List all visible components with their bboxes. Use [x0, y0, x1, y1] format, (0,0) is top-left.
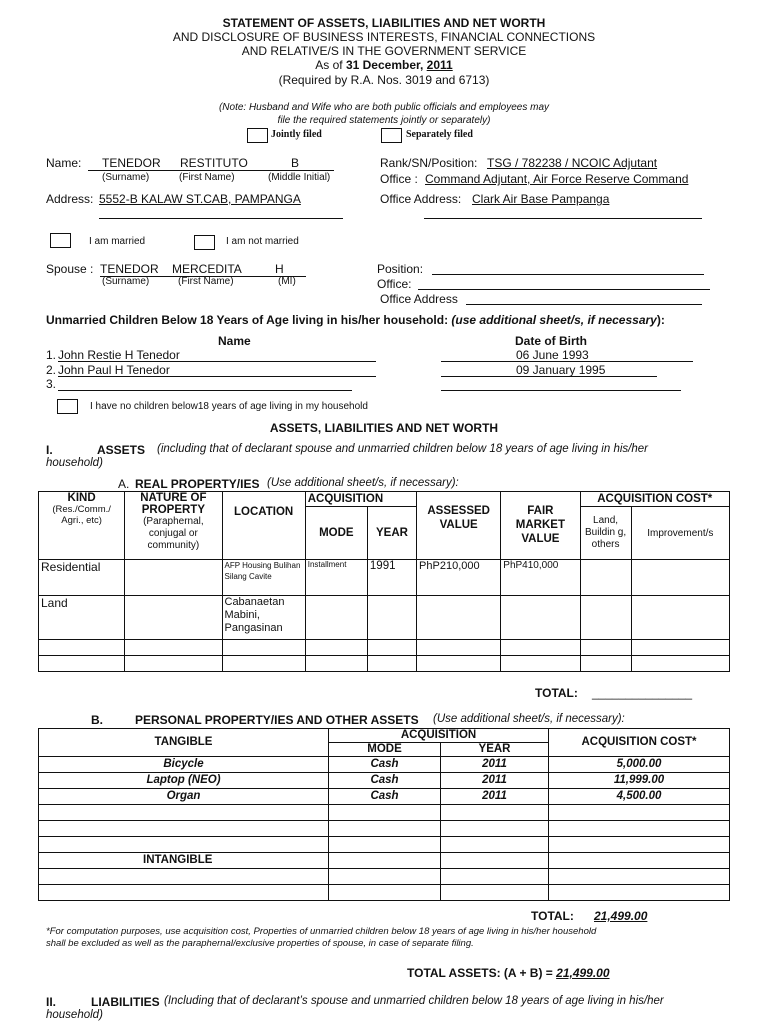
liabilities-roman: II. — [46, 995, 57, 1009]
children-heading-text: Unmarried Children Below 18 Years of Age living in his/her household: — [46, 313, 452, 327]
cell-empty[interactable] — [501, 640, 580, 656]
col-acquisition: ACQUISITION — [329, 729, 549, 743]
personal-property-total-value[interactable]: 21,499.00 — [594, 909, 648, 923]
liabilities-desc-2: household) — [46, 1009, 103, 1021]
assets-desc-1: (including that of declarant spouse and unmarried children below 18 years of age living in his/her — [157, 443, 648, 455]
cell-land[interactable] — [580, 596, 631, 640]
cell-empty[interactable] — [631, 656, 729, 672]
cell-empty[interactable] — [39, 640, 125, 656]
col-tangible: TANGIBLE — [39, 729, 329, 757]
not-married-checkbox[interactable] — [194, 235, 215, 250]
cell-empty[interactable] — [367, 656, 416, 672]
real-property-total-label: TOTAL: — [535, 686, 578, 700]
personal-property-total-label: TOTAL: — [531, 909, 574, 923]
table-row — [39, 805, 730, 821]
table-row — [39, 773, 730, 789]
office-label: Office : — [380, 172, 418, 186]
col-acquisition-cost: ACQUISITION COST* — [549, 729, 730, 757]
cell-empty[interactable] — [305, 656, 367, 672]
spouse-caption-first-name: (First Name) — [178, 276, 234, 287]
real-property-letter: A. — [118, 477, 130, 491]
col-mode: MODE — [305, 507, 367, 560]
address-value[interactable]: 5552-B KALAW ST.CAB, PAMPANGA — [99, 192, 301, 206]
cell-empty[interactable] — [441, 821, 549, 837]
spouse-label: Spouse : — [46, 262, 94, 276]
table-row — [39, 596, 730, 640]
cell-kind[interactable]: Residential — [39, 560, 125, 596]
cell-cost[interactable]: 5,000.00 — [549, 757, 730, 773]
separately-filed-label: Separately filed — [406, 129, 473, 140]
section-title: ASSETS, LIABILITIES AND NET WORTH — [269, 421, 499, 435]
spouse-mi: H — [275, 262, 284, 276]
child-name-field-2[interactable] — [58, 363, 376, 377]
spouse-position-field[interactable] — [432, 262, 704, 275]
office-address-label: Office Address: — [380, 192, 462, 206]
col-improvement: Improvement/s — [631, 507, 729, 560]
spouse-first-name: MERCEDITA — [172, 262, 242, 276]
cell-item[interactable]: Organ — [39, 789, 329, 805]
cell-empty[interactable] — [417, 656, 501, 672]
cell-item[interactable]: Bicycle — [39, 757, 329, 773]
spouse-office-field[interactable] — [418, 277, 710, 290]
cell-empty[interactable] — [441, 853, 549, 869]
name-label: Name: — [46, 156, 82, 170]
cell-item[interactable]: Laptop (NEO) — [39, 773, 329, 789]
rank-label: Rank/SN/Position: — [380, 156, 478, 170]
cell-empty[interactable] — [39, 885, 329, 901]
cell-mode[interactable] — [305, 596, 367, 640]
no-children-checkbox[interactable] — [57, 399, 78, 414]
caption-surname: (Surname) — [102, 172, 150, 183]
child-name-field-1[interactable] — [58, 348, 376, 362]
assets-roman: I. — [46, 443, 53, 457]
cell-fair[interactable]: PhP410,000 — [501, 560, 580, 596]
jointly-filed-checkbox[interactable] — [247, 128, 268, 143]
cell-year[interactable] — [367, 596, 416, 640]
as-of-year: 2011 — [426, 58, 453, 72]
cell-empty[interactable] — [39, 656, 125, 672]
cell-year[interactable]: 2011 — [441, 789, 549, 805]
col-kind: KIND (Res./Comm./ Agri., etc) — [39, 492, 125, 560]
real-property-title: REAL PROPERTY/IES — [135, 477, 260, 491]
declarant-surname: TENEDOR — [102, 156, 161, 170]
cell-cost[interactable]: 11,999.00 — [549, 773, 730, 789]
spouse-surname: TENEDOR — [100, 262, 159, 276]
declarant-mi: B — [291, 156, 300, 170]
assets-title: ASSETS — [97, 443, 146, 457]
cell-location[interactable]: AFP Housing Bulihan Silang Cavite — [222, 560, 305, 596]
cell-empty[interactable] — [39, 869, 329, 885]
spouse-office-address-label: Office Address — [380, 292, 458, 306]
cell-empty[interactable] — [580, 656, 631, 672]
child-name-2: John Paul H Tenedor — [58, 363, 170, 377]
table-row — [39, 821, 730, 837]
cell-empty[interactable] — [441, 837, 549, 853]
cell-empty[interactable] — [441, 805, 549, 821]
as-of-line — [0, 58, 768, 72]
caption-first-name: (First Name) — [179, 172, 235, 183]
cell-mode[interactable]: Cash — [329, 757, 441, 773]
col-fair-market: FAIR MARKET VALUE — [501, 492, 580, 560]
child-dob-field-3[interactable] — [441, 377, 681, 391]
cell-mode[interactable]: Installment — [305, 560, 367, 596]
cell-empty[interactable] — [367, 640, 416, 656]
form-subtitle-2: AND RELATIVE/S IN THE GOVERNMENT SERVICE — [241, 44, 527, 58]
cell-empty[interactable] — [417, 640, 501, 656]
real-property-note: (Use additional sheet/s, if necessary): — [267, 477, 459, 489]
cell-kind[interactable]: Land — [39, 596, 125, 640]
footnote-line-2: shall be excluded as well as the paraphernal/exclusive properties of spouse, in case of separate filing. — [46, 938, 474, 949]
office-address-value[interactable]: Clark Air Base Pampanga — [472, 192, 610, 206]
note-line-1: (Note: Husband and Wife who are both public officials and employees may — [218, 102, 550, 113]
total-assets — [407, 966, 610, 980]
jointly-filed-label: Jointly filed — [271, 129, 322, 140]
children-col-name: Name — [218, 334, 251, 348]
personal-property-table — [38, 728, 730, 901]
child-name-1: John Restie H Tenedor — [58, 348, 180, 362]
cell-empty[interactable] — [125, 640, 222, 656]
cell-assessed[interactable]: PhP210,000 — [417, 560, 501, 596]
child-num-1: 1. — [46, 348, 57, 362]
cell-year[interactable]: 2011 — [441, 757, 549, 773]
spouse-name-field[interactable] — [100, 262, 306, 277]
col-acquisition: ACQUISITION — [305, 492, 416, 507]
table-row — [39, 757, 730, 773]
children-heading-note: (use additional sheet/s, if necessary — [451, 313, 657, 327]
cell-empty[interactable] — [329, 821, 441, 837]
table-row — [39, 853, 730, 869]
cell-empty[interactable] — [329, 805, 441, 821]
col-land: Land, Buildin g, others — [580, 507, 631, 560]
cell-mode[interactable]: Cash — [329, 773, 441, 789]
cell-empty[interactable] — [549, 837, 730, 853]
table-row — [39, 789, 730, 805]
cell-empty[interactable] — [580, 640, 631, 656]
cell-land[interactable] — [580, 560, 631, 596]
col-nature: NATURE OF PROPERTY (Paraphernal, conjugal or community) — [125, 492, 222, 560]
office-address-line-2[interactable] — [424, 218, 702, 219]
child-dob-field-2[interactable] — [441, 363, 657, 377]
spouse-office-label: Office: — [377, 277, 412, 291]
col-acquisition-cost: ACQUISITION COST* — [580, 492, 730, 507]
child-dob-2: 09 January 1995 — [516, 363, 606, 377]
table-row — [39, 885, 730, 901]
child-name-field-3[interactable] — [58, 377, 352, 391]
liabilities-title: LIABILITIES — [91, 995, 160, 1009]
cell-mode[interactable]: Cash — [329, 789, 441, 805]
cell-nature[interactable] — [125, 596, 222, 640]
liabilities-desc-1: (Including that of declarant’s spouse and unmarried children below 18 years of age living in his/her — [164, 995, 664, 1007]
children-col-dob: Date of Birth — [515, 334, 587, 348]
col-location: LOCATION — [222, 492, 305, 560]
office-value[interactable]: Command Adjutant, Air Force Reserve Command — [425, 172, 689, 186]
table-row — [39, 656, 730, 672]
table-row — [39, 560, 730, 596]
no-children-label: I have no children below18 years of age living in my household — [90, 401, 368, 412]
table-row — [39, 837, 730, 853]
cell-empty[interactable] — [549, 805, 730, 821]
children-heading-close: ): — [656, 313, 665, 327]
cell-empty[interactable] — [222, 656, 305, 672]
child-num-3: 3. — [46, 377, 57, 391]
cell-empty[interactable] — [329, 837, 441, 853]
col-mode: MODE — [329, 743, 441, 757]
cell-empty[interactable] — [39, 837, 329, 853]
married-checkbox[interactable] — [50, 233, 71, 248]
form-subtitle-1: AND DISCLOSURE OF BUSINESS INTERESTS, FINANCIAL CONNECTIONS — [172, 30, 596, 44]
personal-property-letter: B. — [91, 713, 103, 727]
address-line-2[interactable] — [99, 218, 343, 219]
caption-middle-initial: (Middle Initial) — [268, 172, 331, 183]
cell-empty[interactable] — [305, 640, 367, 656]
cell-nature[interactable] — [125, 560, 222, 596]
personal-property-note: (Use additional sheet/s, if necessary): — [433, 713, 625, 725]
col-assessed: ASSESSED VALUE — [417, 492, 501, 560]
cell-year[interactable]: 1991 — [367, 560, 416, 596]
child-dob-1: 06 June 1993 — [516, 348, 589, 362]
col-year: YEAR — [441, 743, 549, 757]
cell-empty[interactable] — [39, 805, 329, 821]
cell-empty[interactable] — [549, 853, 730, 869]
not-married-label: I am not married — [226, 236, 299, 247]
assets-desc-2: household) — [46, 457, 103, 469]
spouse-caption-surname: (Surname) — [102, 276, 150, 287]
form-title: STATEMENT OF ASSETS, LIABILITIES AND NET WORTH — [222, 16, 546, 30]
real-property-total-value[interactable]: _______________ — [592, 686, 693, 700]
cell-empty[interactable] — [631, 640, 729, 656]
footnote-line-1: *For computation purposes, use acquisition cost, Properties of unmarried children below 18 years of age living in his/her household — [46, 926, 597, 937]
children-heading — [46, 313, 665, 327]
cell-empty[interactable] — [441, 869, 549, 885]
cell-empty[interactable] — [125, 656, 222, 672]
col-year: YEAR — [367, 507, 416, 560]
cell-empty[interactable] — [549, 821, 730, 837]
married-label: I am married — [89, 236, 146, 247]
cell-empty[interactable] — [329, 869, 441, 885]
real-property-table — [38, 491, 730, 672]
cell-empty[interactable] — [39, 821, 329, 837]
cell-fair[interactable] — [501, 596, 580, 640]
total-assets-label: TOTAL ASSETS: (A + B) = — [407, 966, 557, 980]
col-intangible: INTANGIBLE — [39, 853, 329, 869]
cell-empty[interactable] — [222, 640, 305, 656]
cell-empty[interactable] — [549, 885, 730, 901]
address-label: Address: — [46, 192, 94, 206]
name-field[interactable] — [88, 156, 334, 171]
cell-year[interactable]: 2011 — [441, 773, 549, 789]
cell-empty[interactable] — [501, 656, 580, 672]
personal-property-title: PERSONAL PROPERTY/IES AND OTHER ASSETS — [135, 713, 419, 727]
cell-improvement[interactable] — [631, 560, 729, 596]
cell-empty[interactable] — [549, 869, 730, 885]
as-of-prefix: As of — [315, 58, 346, 72]
cell-assessed[interactable] — [417, 596, 501, 640]
as-of-date: 31 December, — [345, 58, 427, 72]
declarant-first-name: RESTITUTO — [180, 156, 248, 170]
note-line-2: file the required statements jointly or separately) — [277, 115, 491, 126]
cell-empty[interactable] — [329, 853, 441, 869]
spouse-caption-mi: (MI) — [278, 276, 296, 287]
spouse-office-address-field[interactable] — [466, 292, 702, 305]
spouse-position-label: Position: — [377, 262, 424, 276]
required-by: (Required by R.A. Nos. 3019 and 6713) — [278, 73, 490, 87]
cell-empty[interactable] — [441, 885, 549, 901]
separately-filed-checkbox[interactable] — [381, 128, 402, 143]
cell-improvement[interactable] — [631, 596, 729, 640]
cell-cost[interactable]: 4,500.00 — [549, 789, 730, 805]
total-assets-value[interactable]: 21,499.00 — [556, 966, 610, 980]
rank-value[interactable]: TSG / 782238 / NCOIC Adjutant — [487, 156, 658, 170]
cell-location[interactable]: Cabanaetan Mabini, Pangasinan — [222, 596, 305, 640]
child-dob-field-1[interactable] — [441, 348, 693, 362]
cell-empty[interactable] — [329, 885, 441, 901]
table-row — [39, 869, 730, 885]
table-row — [39, 640, 730, 656]
child-num-2: 2. — [46, 363, 57, 377]
